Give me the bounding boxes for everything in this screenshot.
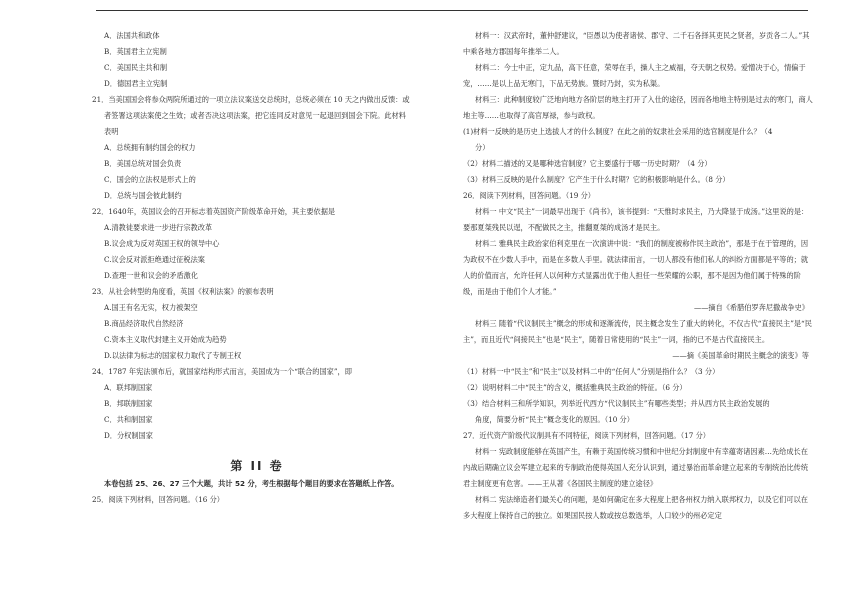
- header-rule: [96, 10, 808, 11]
- q26-material-1: 材料一 中文“民主”一词最早出现于《尚书》，该书提到：“天惟时求民主，乃大降显于成汤。”这里说的是：要那夏桀残民以逞，不配做民之主，推翻夏桀的成汤才是民主。: [463, 207, 809, 232]
- q27-material-2: 材料二 宪法缔造者们最关心的问题，是如何确定在多大程度上把各州权力纳入联邦权力，以及它们可以在多大程度上保持自己的独立。如果国民按人数或按总数选举，人口较少的州必定定: [463, 495, 808, 520]
- q26-source-1: ——摘自《希腊伯罗奔尼撒战争史》: [693, 303, 809, 312]
- q21-option-a: A．总统拥有制约国会的权力: [104, 143, 196, 152]
- q22-option-d: D.查理一世和议会的矛盾激化: [104, 271, 199, 280]
- q24-option-c: C．共和制国家: [104, 415, 153, 424]
- q23-option-c: C.资本主义取代封建主义开始成为趋势: [104, 335, 227, 344]
- q26-material-2: 材料二 雅典民主政治家伯利克里在一次演讲中说：“我们的制度被称作民主政治”，那是于在于管理的，因为政权不在少数人手中，而是在多数人手里。就法律而言，一切人都没有他们私人的纠纷方面都是平等的；就人的价值而言，允许任何人以何种方式显露出优于他人担任一些荣耀的公职，那不是因为他们属于特殊的阶级，而是由于他们个人才能。”: [463, 239, 809, 296]
- q23-option-d: D.以法律为标志的国家权力取代了专制王权: [104, 351, 242, 360]
- q25-material-3: 材料三：此种制度较广泛地向地方各阶层的地主打开了入仕的途径，因而各地地主特别是过去的寒门，商人地主等……也取得了高官厚禄，参与政权。: [463, 95, 813, 120]
- q20-option-a: A．法国共和政体: [104, 31, 160, 40]
- q22-option-b: B.议会成为反对英国王权的领导中心: [104, 239, 220, 248]
- q25-question-2: （2）材料二描述的又是哪种选官制度？它主要盛行于哪一历史时期？（4 分）: [463, 159, 712, 168]
- q21-option-b: B．美国总统对国会负责: [104, 159, 182, 168]
- q25-material-1: 材料一：汉武帝时，董仲舒建议，“臣愚以为使者诸侯、郡守、二千石各择其吏民之贤者，岁贡各二人。”其中乘各地方郡国每年推举二人。: [463, 31, 810, 56]
- q23-option-b: B.商品经济取代自然经济: [104, 319, 184, 328]
- q26-source-2: ——摘《美国革命时期民主概念的演变》等: [672, 351, 809, 360]
- q21-stem-line2: 者签署这项法案使之生效；或者否决这项法案，把它连同反对意见一起退回到国会下院。此材料: [104, 111, 406, 120]
- left-column: [92, 28, 422, 508]
- q26-question-3-cont: 角度，简要分析“民主”概念变化的原因。（10 分）: [475, 415, 634, 424]
- q24-stem: 24．1787 年宪法颁布后，就国家结构形式而言，美国成为一个“联合的国家”，即: [92, 367, 352, 376]
- q23-option-a: A.国王有名无实，权力被架空: [104, 303, 198, 312]
- q24-option-a: A．联邦制国家: [104, 383, 153, 392]
- section-title: 第 II 卷: [230, 459, 284, 473]
- q26-question-2: （2）说明材料二中“民主”的含义，概括雅典民主政治的特征。（6 分）: [463, 383, 687, 392]
- q26-question-3: （3）结合材料三和所学知识，列举近代西方“代议制民主”有哪些类型；并从西方民主政治发展的: [463, 399, 770, 408]
- q25-material-2: 材料二：今士中正，定九品，高下任意，荣辱在手，操人主之威福，夺天朝之权势。爱憎决于心，情偏于宠，……是以上品无寒门，下品无势族。暨时乃封，实为私渠。: [463, 63, 806, 88]
- q21-stem-line1: 21．当美国国会将参众两院所通过的一项立法议案送交总统时，总统必须在 10 天之内做出反馈：或: [92, 95, 410, 104]
- section-instruction: 本卷包括 25、26、27 三个大题，共计 52 分，考生根据每个题目的要求在答题纸上作答。: [104, 479, 399, 488]
- q25-question-1: (1)材料一反映的是历史上选拔人才的什么制度？在此之前的奴隶社会采用的选官制度是什么？（4: [463, 127, 773, 136]
- q22-option-a: A.清教徒要求进一步进行宗教改革: [104, 223, 213, 232]
- q20-option-c: C．美国民主共和制: [104, 63, 168, 72]
- q24-option-b: B．邦联制国家: [104, 399, 153, 408]
- q27-stem: 27．近代资产阶级代议制具有不同特征，阅读下列材料，回答问题。（17 分）: [463, 431, 710, 440]
- q26-question-1: （1）材料一中“民主”和“民主”以及材料二中的“任何人”分别是指什么？（3 分）: [463, 367, 720, 376]
- q26-stem: 26．阅读下列材料，回答问题。（19 分）: [463, 191, 595, 200]
- q25-stem: 25．阅读下列材料，回答问题。（16 分）: [92, 495, 224, 504]
- q22-option-c: C.议会反对派拒绝通过征税法案: [104, 255, 205, 264]
- q23-stem: 23．从社会转型的角度看，英国《权利法案》的颁布表明: [92, 287, 274, 296]
- q21-option-c: C．国会的立法权是形式上的: [104, 175, 196, 184]
- q21-option-d: D．总统与国会彼此制约: [104, 191, 182, 200]
- right-column: [463, 28, 815, 524]
- q24-option-d: D．分权制国家: [104, 431, 153, 440]
- q20-option-b: B．英国君主立宪制: [104, 47, 167, 56]
- q25-question-3: （3）材料三反映的是什么制度？它产生于什么时期？它的积极影响是什么。（8 分）: [463, 175, 730, 184]
- q20-option-d: D．德国君主立宪制: [104, 79, 168, 88]
- q25-question-1-cont: 分）: [475, 143, 490, 152]
- q22-stem: 22．1640年，英国议会的召开标志着英国资产阶级革命开始，其主要依据是: [92, 207, 336, 216]
- q21-stem-line3: 表明: [104, 127, 119, 136]
- q27-material-1: 材料一 宪政制度能够在英国产生，有赖于英国传统习惯和中世纪分封制度中有幸蕴寄诸因素…先给成长在内战后期确立议会军建立起来的专制政治使得英国人充分认识到，通过暴治而革命建立起来的专制统治比传统君主制度更有危害。——王从著《各国民主制度的建立途径》: [463, 447, 809, 488]
- q26-material-3: 材料三 随着“代议制民主”概念的形成和逐渐流传，民主概念发生了重大的转化，不仅古代“直接民主”是“民主”，而且近代“间接民主”也是“民主”，随着日常使用的“民主”一词，指的已不是古代直接民主。: [463, 319, 812, 344]
